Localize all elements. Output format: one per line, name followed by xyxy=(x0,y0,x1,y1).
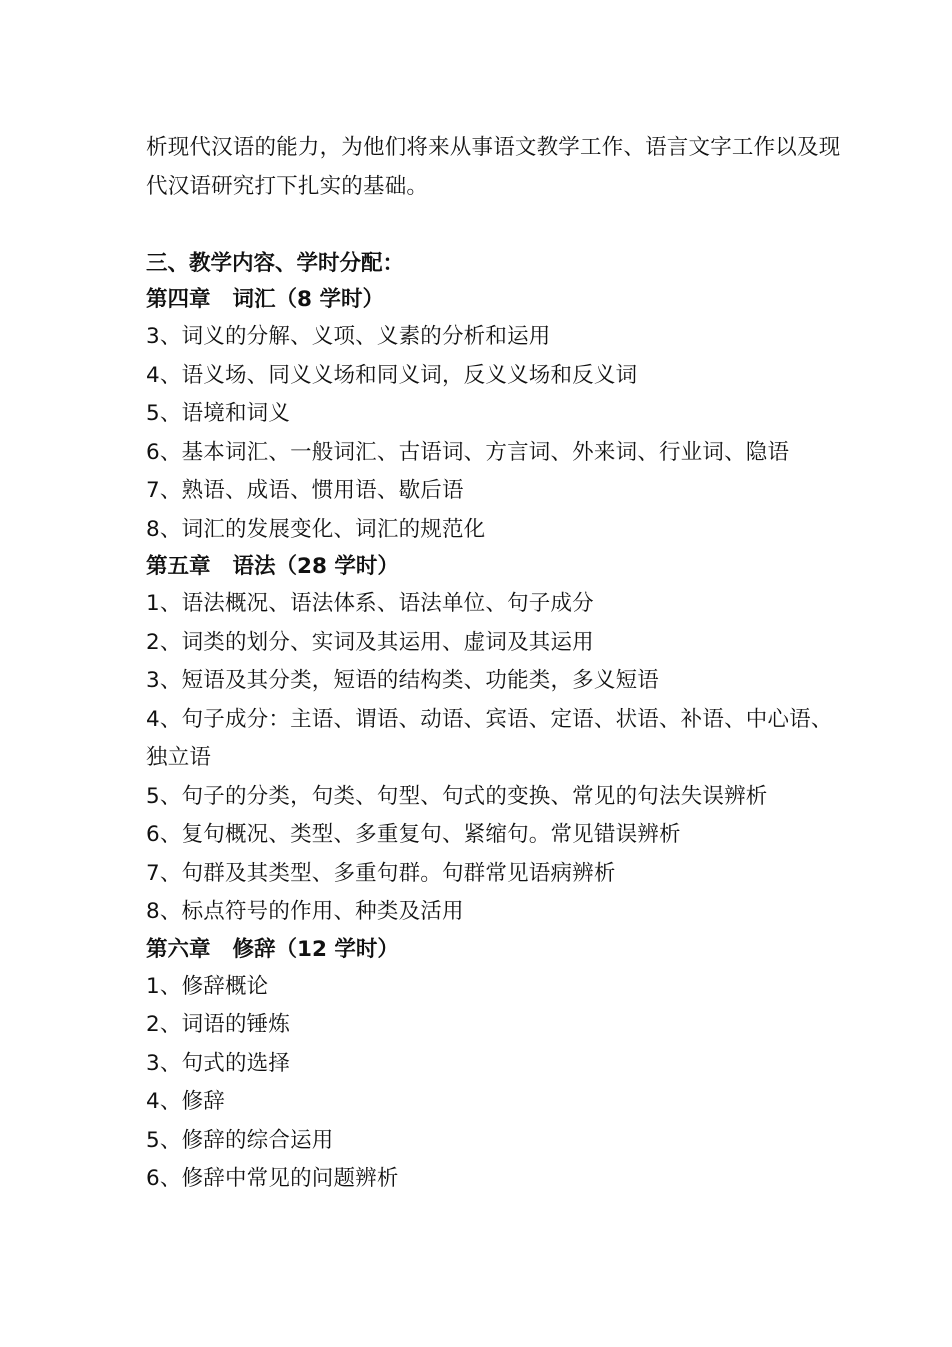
list-item: 4、修辞 xyxy=(146,1089,225,1114)
list-item: 2、词类的划分、实词及其运用、虚词及其运用 xyxy=(146,629,594,655)
list-item: 8、词汇的发展变化、词汇的规范化 xyxy=(146,516,486,542)
list-item: 7、熟语、成语、惯用语、歇后语 xyxy=(146,478,464,503)
list-item: 3、词义的分解、义项、义素的分析和运用 xyxy=(146,324,551,349)
list-item: 6、复句概况、类型、多重复句、紧缩句。常见错误辨析 xyxy=(146,822,681,847)
chapter-4 xyxy=(146,282,846,549)
list-item: 4、语义场、同义义场和同义词，反义义场和反义词 xyxy=(146,362,638,388)
list-item: 7、句群及其类型、多重句群。句群常见语病辨析 xyxy=(146,860,616,886)
chapter-heading xyxy=(146,932,846,968)
intro-paragraph: 析现代汉语的能力，为他们将来从事语文教学工作、语言文字工作以及现代汉语研究打下扎实的基础。 xyxy=(146,135,841,199)
section-heading: 三、教学内容、学时分配： xyxy=(146,251,405,276)
list-item: 5、修辞的综合运用 xyxy=(146,1127,334,1153)
list-item: 6、修辞中常见的问题辨析 xyxy=(146,1166,399,1191)
list-item: 8、标点符号的作用、种类及活用 xyxy=(146,899,464,924)
chapter-label: 第五章 xyxy=(146,554,211,579)
chapter-heading xyxy=(146,282,846,318)
list-item: 5、语境和词义 xyxy=(146,401,291,426)
chapter-title: 语法（28 学时） xyxy=(232,554,399,579)
chapter-title: 修辞（12 学时） xyxy=(232,936,399,962)
document-content xyxy=(146,128,846,1199)
chapter-heading xyxy=(146,549,846,585)
list-item: 6、基本词汇、一般词汇、古语词、方言词、外来词、行业词、隐语 xyxy=(146,439,790,465)
chapter-5 xyxy=(146,549,846,932)
chapter-label: 第六章 xyxy=(146,936,211,962)
list-item: 5、句子的分类，句类、句型、句式的变换、常见的句法失误辨析 xyxy=(146,783,768,809)
list-item: 3、句式的选择 xyxy=(146,1050,291,1076)
list-item: 2、词语的锤炼 xyxy=(146,1012,291,1037)
list-item: 1、修辞概论 xyxy=(146,973,269,999)
chapter-label: 第四章 xyxy=(146,287,211,312)
list-item: 3、短语及其分类，短语的结构类、功能类，多义短语 xyxy=(146,668,659,693)
chapter-title: 词汇（8 学时） xyxy=(232,287,384,312)
list-item: 4、句子成分：主语、谓语、动语、宾语、定语、状语、补语、中心语、独立语 xyxy=(146,706,833,770)
chapter-6 xyxy=(146,932,846,1199)
list-item: 1、语法概况、语法体系、语法单位、句子成分 xyxy=(146,591,594,616)
